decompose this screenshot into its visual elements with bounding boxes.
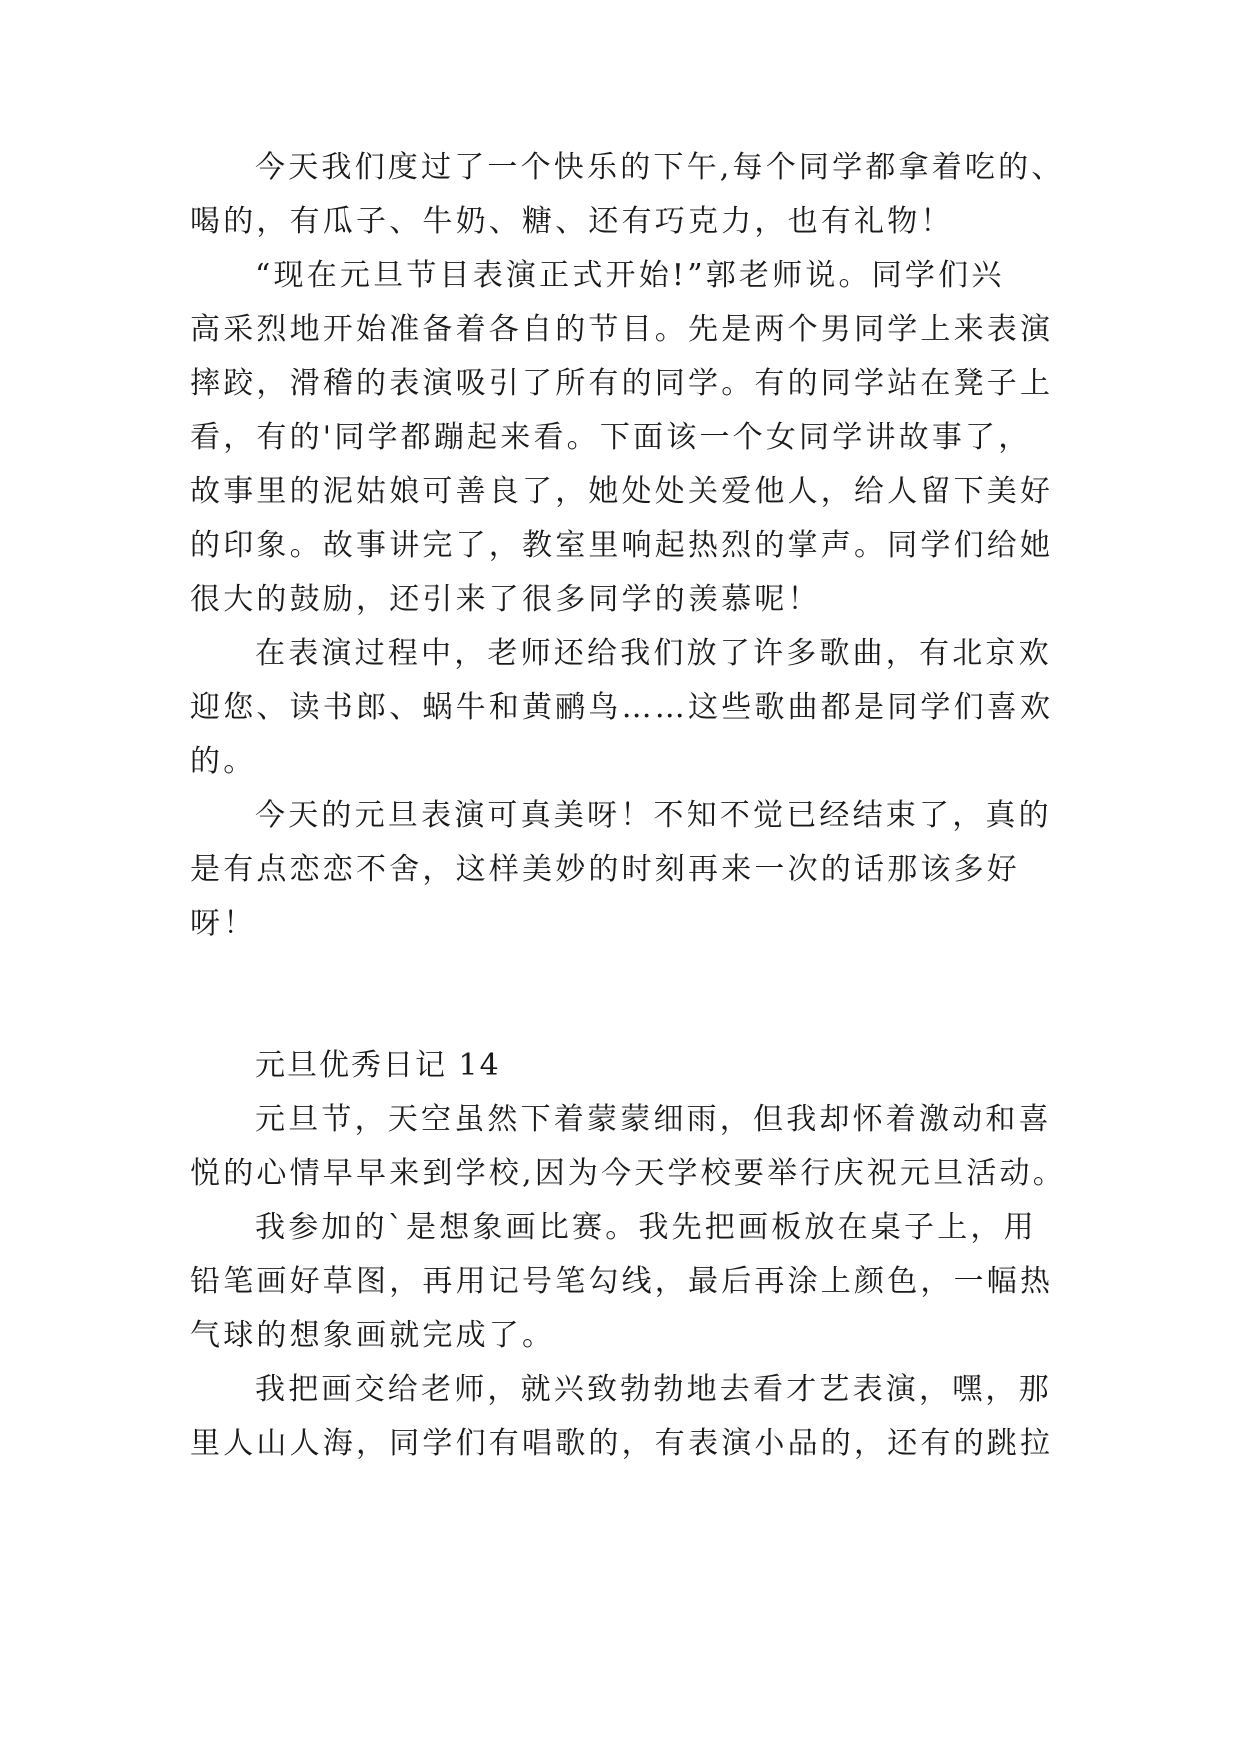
text-line: 的印象。故事讲完了，教室里响起热烈的掌声。同学们给她 — [190, 528, 1054, 563]
text-line: 悦的心情早早来到学校,因为今天学校要举行庆祝元旦活动。 — [190, 1156, 1066, 1191]
text-line: 故事里的泥姑娘可善良了，她处处关爱他人，给人留下美好 — [190, 474, 1054, 509]
text-line: 是有点恋恋不舍，这样美妙的时刻再来一次的话那该多好 — [190, 852, 1020, 887]
text-line: 摔跤，滑稽的表演吸引了所有的同学。有的同学站在凳子上 — [190, 366, 1054, 401]
text-line: 呀！ — [190, 906, 257, 941]
text-line: 喝的，有瓜子、牛奶、糖、还有巧克力，也有礼物！ — [190, 204, 954, 239]
text-line: “现在元旦节目表演正式开始!”郭老师说。同学们兴 — [255, 258, 1005, 293]
text-line: 元旦节，天空虽然下着蒙蒙细雨，但我却怀着激动和喜 — [255, 1102, 1052, 1137]
section-heading: 元旦优秀日记 14 — [255, 1048, 501, 1083]
text-line: 迎您、读书郎、蜗牛和黄鹂鸟……这些歌曲都是同学们喜欢 — [190, 690, 1054, 725]
text-line: 很大的鼓励，还引来了很多同学的羡慕呢！ — [190, 582, 821, 617]
text-line: 我把画交给老师，就兴致勃勃地去看才艺表演，嘿，那 — [255, 1372, 1052, 1407]
text-line: 的。 — [190, 744, 257, 779]
text-line: 看，有的'同学都蹦起来看。下面该一个女同学讲故事了， — [190, 420, 1032, 455]
text-line: 今天的元旦表演可真美呀！不知不觉已经结束了，真的 — [255, 798, 1052, 833]
text-line: 我参加的`是想象画比赛。我先把画板放在桌子上，用 — [255, 1210, 1037, 1245]
text-line: 铅笔画好草图，再用记号笔勾线，最后再涂上颜色，一幅热 — [190, 1264, 1054, 1299]
text-line: 里人山人海，同学们有唱歌的，有表演小品的，还有的跳拉 — [190, 1426, 1054, 1461]
text-line: 高采烈地开始准备着各自的节目。先是两个男同学上来表演 — [190, 312, 1054, 347]
text-line: 在表演过程中，老师还给我们放了许多歌曲，有北京欢 — [255, 636, 1052, 671]
text-line: 今天我们度过了一个快乐的下午,每个同学都拿着吃的、 — [255, 150, 1065, 185]
text-line: 气球的想象画就完成了。 — [190, 1318, 556, 1353]
